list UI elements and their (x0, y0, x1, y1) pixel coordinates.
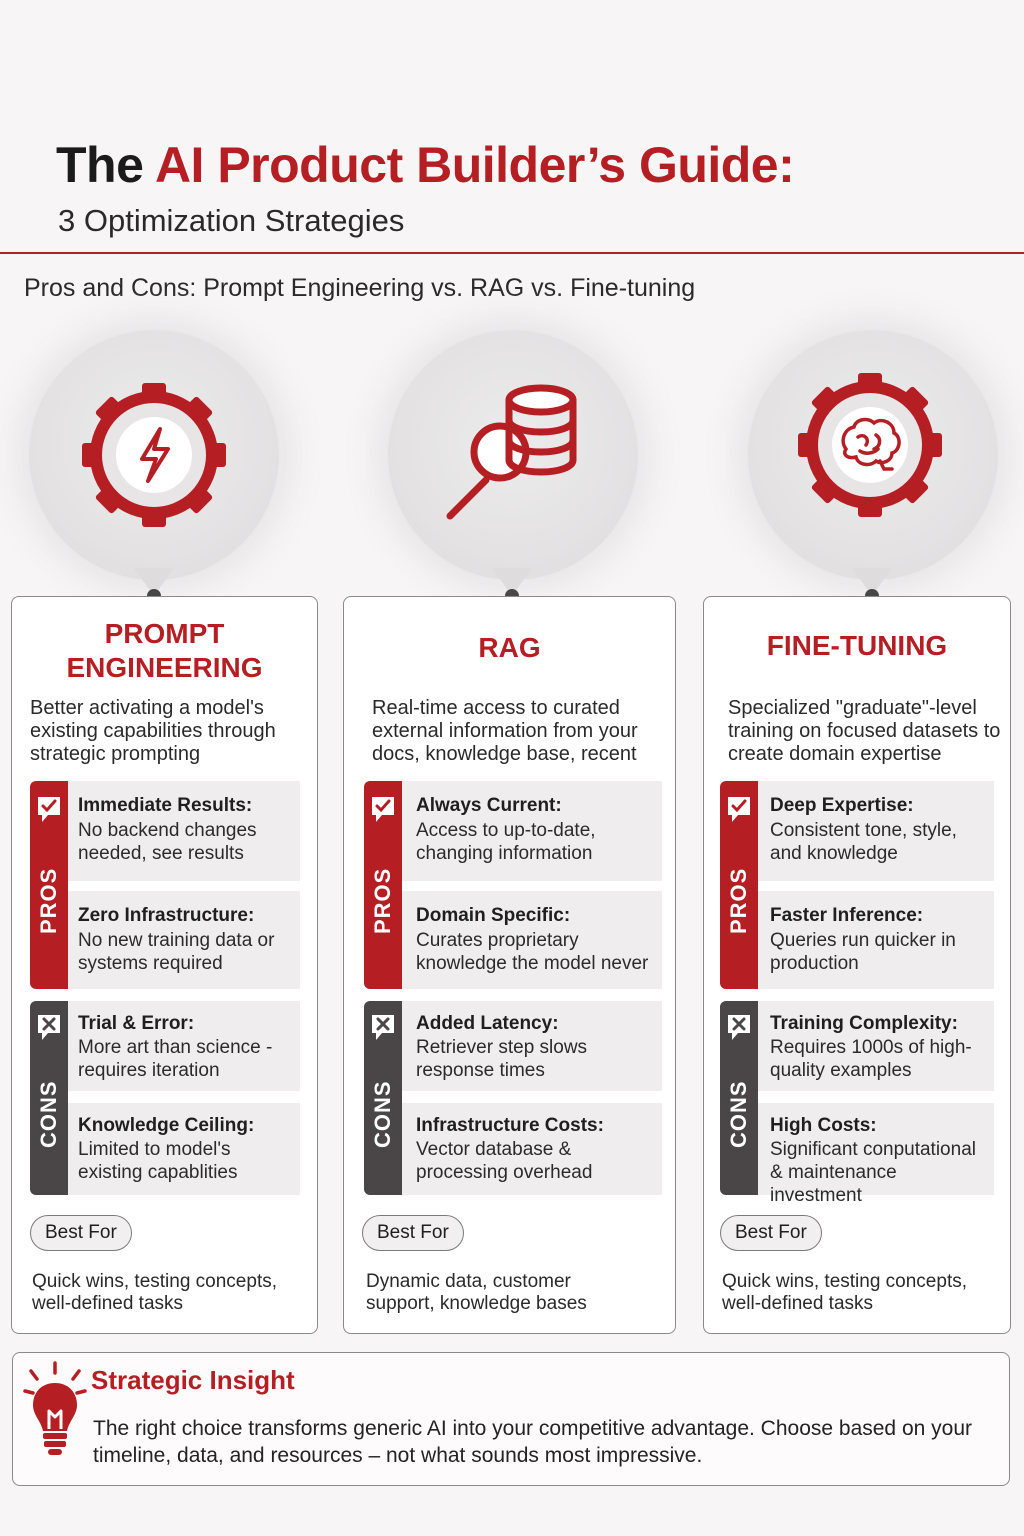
cons-bar (364, 1001, 402, 1195)
gear-lightning-icon (29, 330, 279, 580)
cons-label: CONS (36, 1080, 61, 1148)
pro-item (68, 781, 300, 881)
best-for-badge: Best For (30, 1215, 132, 1251)
card-title-line2: ENGINEERING (66, 652, 263, 683)
pros-bar (720, 781, 758, 989)
pro-heading: Always Current: (416, 795, 562, 816)
pro-item (758, 781, 994, 881)
card-rag (343, 596, 676, 1334)
page-subtitle: 3 Optimization Strategies (58, 203, 405, 238)
best-for-text: Quick wins, testing concepts, well-defined tasks (722, 1271, 967, 1314)
pros-bar (30, 781, 68, 989)
con-text: Requires 1000s of high-quality examples (770, 1037, 972, 1081)
comparison-heading: Pros and Cons: Prompt Engineering vs. RAG vs. Fine-tuning (24, 274, 696, 302)
page-title (56, 136, 794, 194)
pro-text: Queries run quicker in production (770, 930, 956, 974)
card-description: Better activating a model's existing capabilities through strategic prompting (30, 697, 276, 765)
check-comment-icon (370, 795, 396, 825)
cons-bar (720, 1001, 758, 1195)
pro-heading: Faster Inference: (770, 905, 924, 926)
title-highlight: AI Product Builder’s Guide: (154, 137, 795, 193)
con-text: Retriever step slows response times (416, 1037, 588, 1081)
card-fine-tuning (703, 596, 1011, 1334)
con-item (758, 1103, 994, 1206)
bubble-prompt-engineering (29, 330, 279, 580)
con-text: Vector database & processing overhead (416, 1139, 593, 1183)
bubble-fine-tuning (748, 330, 998, 580)
con-item (68, 1103, 300, 1195)
con-item (402, 1001, 662, 1091)
header-divider (0, 252, 1024, 254)
con-heading: Infrastructure Costs: (416, 1115, 604, 1136)
bubble-rag (388, 330, 638, 580)
pro-text: Consistent tone, style, and knowledge (770, 820, 957, 864)
pro-item (758, 891, 994, 989)
check-comment-icon (36, 795, 62, 825)
con-heading: Trial & Error: (78, 1013, 195, 1034)
con-item (68, 1001, 300, 1091)
cons-label: CONS (726, 1080, 751, 1148)
con-item (402, 1103, 662, 1195)
strategic-insight-box (12, 1352, 1010, 1486)
best-for-text: Quick wins, testing concepts, well-defined tasks (32, 1271, 277, 1314)
pro-text: No new training data or systems required (78, 930, 275, 974)
x-comment-icon (726, 1013, 752, 1043)
pro-heading: Deep Expertise: (770, 795, 914, 816)
pros-bar (364, 781, 402, 989)
cons-label: CONS (370, 1080, 395, 1148)
con-text: Significant conputational & maintenance investment (770, 1139, 976, 1206)
card-description: Specialized "graduate"-level training on focused datasets to create domain expertise (728, 697, 1001, 765)
best-for-text: Dynamic data, customer support, knowledge bases (366, 1271, 587, 1314)
card-title: PROMPT (104, 618, 225, 649)
card-title: RAG (478, 632, 541, 663)
best-for-badge: Best For (720, 1215, 822, 1251)
check-comment-icon (726, 795, 752, 825)
x-comment-icon (370, 1013, 396, 1043)
pro-heading: Immediate Results: (78, 795, 253, 816)
insight-title: Strategic Insight (91, 1365, 295, 1395)
pro-text: Curates proprietary knowledge the model never (416, 930, 649, 974)
database-search-icon (388, 330, 638, 580)
insight-text: The right choice transforms generic AI into your competitive advantage. Choose based on your timeline, data, and resources – not what sounds most impressive. (93, 1417, 972, 1467)
card-description: Real-time access to curated external information from your docs, knowledge base, recent (372, 697, 638, 765)
card-title: FINE-TUNING (766, 630, 948, 661)
pro-item (402, 781, 662, 881)
pro-text: Access to up-to-date, changing information (416, 820, 596, 864)
pros-label: PROS (36, 867, 61, 935)
best-for-badge: Best For (362, 1215, 464, 1251)
con-heading: High Costs: (770, 1115, 877, 1136)
con-text: More art than science - requires iteration (78, 1037, 273, 1081)
x-comment-icon (36, 1013, 62, 1043)
con-heading: Training Complexity: (770, 1013, 958, 1034)
pros-label: PROS (726, 867, 751, 935)
title-prefix: The (56, 137, 155, 193)
pro-heading: Zero Infrastructure: (78, 905, 255, 926)
con-heading: Added Latency: (416, 1013, 559, 1034)
pro-text: No backend changes needed, see results (78, 820, 257, 864)
cons-bar (30, 1001, 68, 1195)
pro-item (402, 891, 662, 989)
lightbulb-icon (23, 1361, 87, 1461)
pro-heading: Domain Specific: (416, 905, 571, 926)
pro-item (68, 891, 300, 989)
pros-label: PROS (370, 867, 395, 935)
con-text: Limited to model's existing capablities (78, 1139, 238, 1183)
gear-brain-icon (748, 330, 998, 580)
con-item (758, 1001, 994, 1091)
con-heading: Knowledge Ceiling: (78, 1115, 255, 1136)
card-prompt-engineering (11, 596, 318, 1334)
